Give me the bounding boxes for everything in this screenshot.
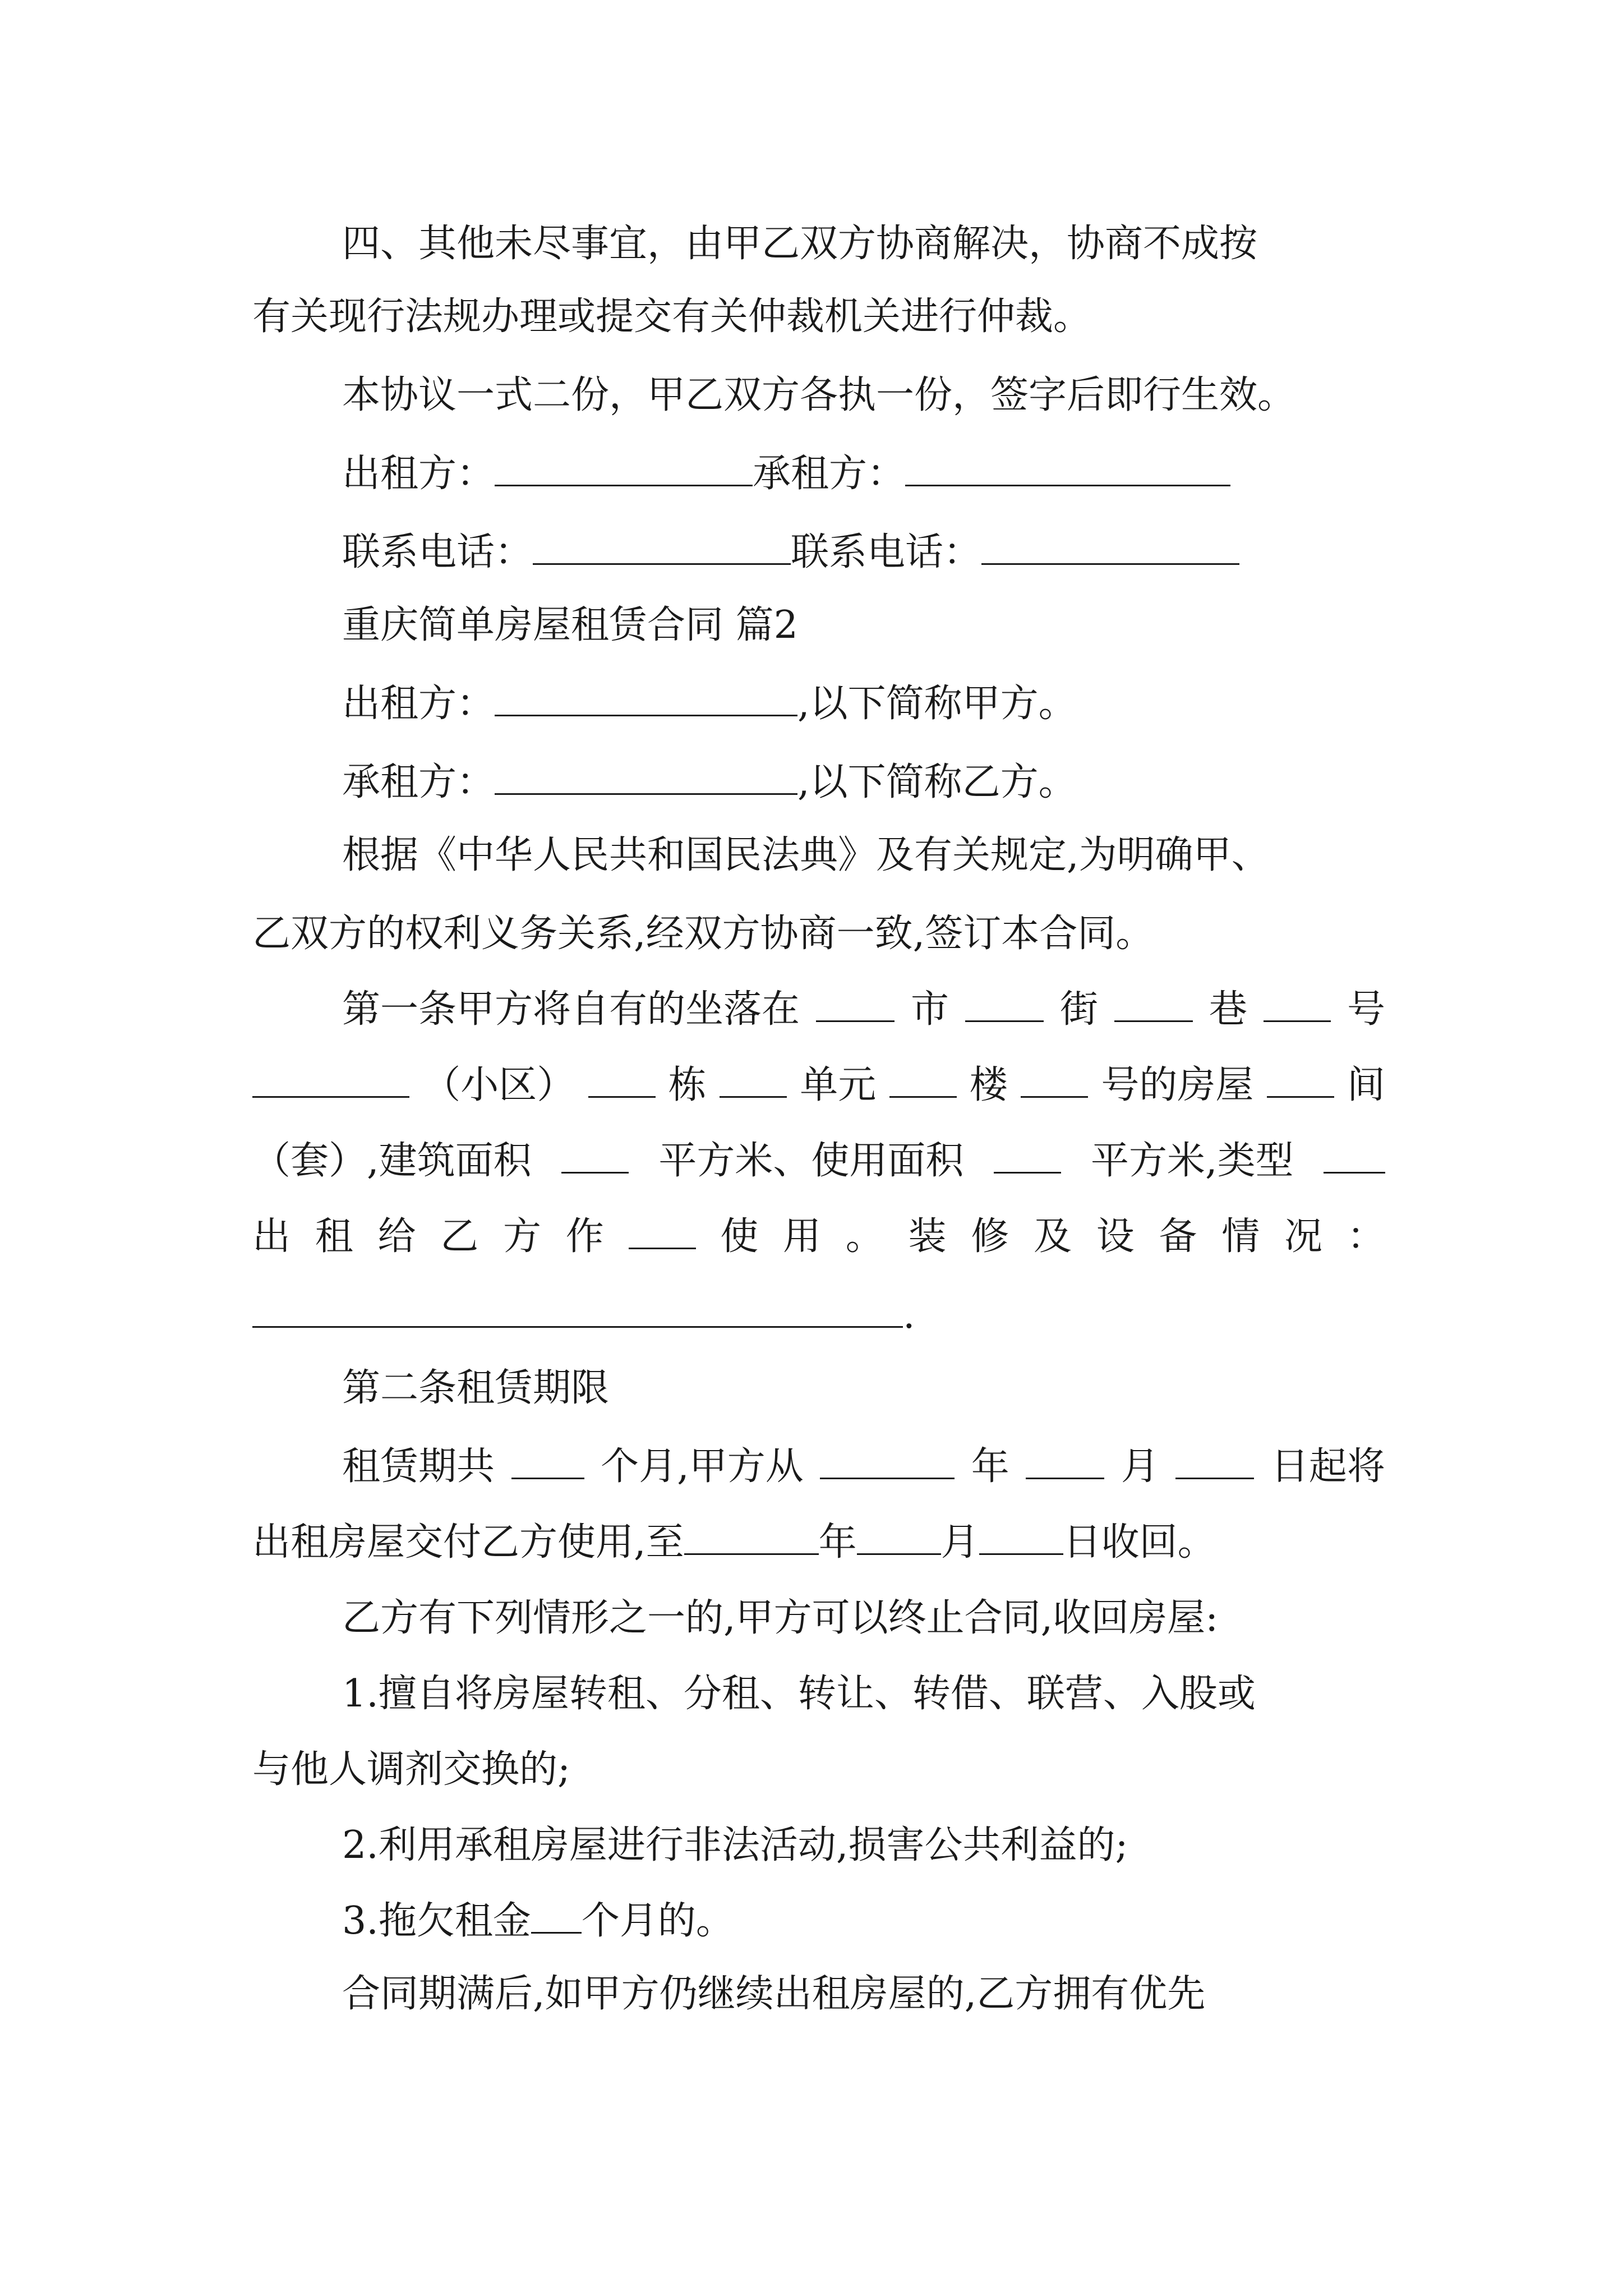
city-blank bbox=[816, 987, 895, 1022]
text-seg: 日收回。 bbox=[1063, 1520, 1216, 1565]
months-blank bbox=[511, 1444, 584, 1479]
text-seg: 号的房屋 bbox=[1101, 1063, 1254, 1107]
text-seg: 街 bbox=[1059, 987, 1098, 1032]
term-line-2 bbox=[252, 1512, 1385, 1573]
lessee-label: 承租方： bbox=[342, 760, 495, 804]
char: 用 bbox=[782, 1214, 821, 1259]
room-number-blank bbox=[1021, 1062, 1088, 1098]
rooms-blank bbox=[1267, 1062, 1334, 1098]
period: . bbox=[903, 1293, 915, 1337]
paragraph-line bbox=[342, 1963, 1385, 2025]
phone-blank-1 bbox=[533, 530, 791, 565]
text: 乙方有下列情形之一的,甲方可以终止合同,收回房屋: bbox=[342, 1596, 1219, 1640]
start-month-blank bbox=[1026, 1444, 1104, 1479]
list-item-continuation bbox=[252, 1739, 1385, 1801]
text-seg: 3.拖欠租金 bbox=[342, 1899, 531, 1943]
text-seg: 第一条甲方将自有的坐落在 bbox=[342, 987, 800, 1032]
text-seg: 日起将 bbox=[1270, 1444, 1385, 1489]
clause-1-line-3 bbox=[252, 1130, 1385, 1192]
text-seg: 间 bbox=[1347, 1063, 1385, 1107]
char: 装 bbox=[908, 1214, 947, 1259]
lessor-label: 出租方： bbox=[342, 452, 495, 496]
text: 1.擅自将房屋转租、分租、转让、转借、联营、入股或 bbox=[342, 1672, 1256, 1716]
signature-line-phones bbox=[342, 522, 1385, 583]
lessor-label: 出租方： bbox=[342, 682, 495, 726]
char: 及 bbox=[1033, 1214, 1072, 1259]
phone-blank-2 bbox=[981, 530, 1239, 565]
clause-heading bbox=[342, 1358, 1385, 1419]
end-month-blank bbox=[857, 1520, 941, 1555]
char: 出 bbox=[252, 1214, 291, 1259]
char: 给 bbox=[377, 1214, 416, 1259]
equipment-blank-line bbox=[252, 1285, 1385, 1346]
list-item bbox=[342, 1890, 1385, 1952]
arrears-months-blank bbox=[531, 1898, 582, 1934]
text-seg: （小区） bbox=[422, 1063, 575, 1107]
text: 乙双方的权利义务关系,经双方协商一致,签订本合同。 bbox=[252, 912, 1154, 956]
party-a-line bbox=[342, 673, 1385, 735]
text-seg: 栋 bbox=[668, 1063, 707, 1107]
text: 2.利用承租房屋进行非法活动,损害公共利益的; bbox=[342, 1823, 1128, 1867]
text: 根据《中华人民共和国民法典》及有关规定,为明确甲、 bbox=[342, 833, 1270, 877]
text-seg: 单元 bbox=[800, 1063, 877, 1107]
heading-text: 第二条租赁期限 bbox=[342, 1366, 610, 1410]
char: 租 bbox=[315, 1214, 353, 1259]
building-area-blank bbox=[561, 1138, 629, 1174]
text-seg: 月 bbox=[1121, 1444, 1159, 1489]
signature-line-parties bbox=[342, 443, 1385, 505]
unit-blank bbox=[720, 1062, 787, 1098]
text-seg: 楼 bbox=[969, 1063, 1008, 1107]
text: 四、其他未尽事宜，由甲乙双方协商解决，协商不成按 bbox=[342, 222, 1258, 266]
floor-blank bbox=[889, 1062, 957, 1098]
usable-area-blank bbox=[994, 1138, 1061, 1174]
char: ： bbox=[1347, 1214, 1385, 1259]
text-seg: 年 bbox=[818, 1520, 857, 1565]
usage-blank bbox=[629, 1214, 696, 1249]
paragraph-line bbox=[342, 213, 1385, 275]
char: 况 bbox=[1284, 1214, 1322, 1259]
text-seg: 市 bbox=[910, 987, 949, 1032]
text-seg: （套）,建筑面积 bbox=[252, 1139, 532, 1183]
char: 情 bbox=[1221, 1214, 1260, 1259]
char: 方 bbox=[503, 1214, 542, 1259]
lessee-blank bbox=[495, 760, 797, 795]
paragraph-line bbox=[342, 825, 1385, 886]
text: 与他人调剂交换的; bbox=[252, 1747, 570, 1792]
party-b-note: ,以下简称乙方。 bbox=[797, 760, 1077, 804]
text-seg: 租赁期共 bbox=[342, 1444, 495, 1489]
end-day-blank bbox=[979, 1520, 1063, 1555]
clause-1-line-2 bbox=[252, 1055, 1385, 1116]
paragraph-line bbox=[342, 1588, 1385, 1649]
char: 作 bbox=[565, 1214, 604, 1259]
end-year-blank bbox=[684, 1520, 819, 1555]
equipment-blank bbox=[252, 1292, 903, 1328]
party-a-note: ,以下简称甲方。 bbox=[797, 682, 1077, 726]
text-seg: 月 bbox=[940, 1520, 979, 1565]
lessee-label: 承租方： bbox=[753, 452, 906, 496]
type-blank bbox=[1324, 1138, 1385, 1174]
char: 备 bbox=[1159, 1214, 1197, 1259]
start-day-blank bbox=[1175, 1444, 1254, 1479]
paragraph-line bbox=[342, 365, 1385, 426]
section-heading bbox=[342, 595, 1385, 656]
lessor-blank bbox=[495, 681, 797, 716]
term-line-1 bbox=[342, 1436, 1385, 1498]
text: 有关现行法规办理或提交有关仲裁机关进行仲裁。 bbox=[252, 295, 1092, 339]
text-seg: 个月的。 bbox=[581, 1899, 734, 1943]
text: 合同期满后,如甲方仍继续出租房屋的,乙方拥有优先 bbox=[342, 1972, 1206, 2016]
text-seg: 号 bbox=[1347, 987, 1385, 1032]
lane-blank bbox=[1114, 987, 1193, 1022]
phone-label-2: 联系电话： bbox=[791, 530, 982, 574]
text-seg: 巷 bbox=[1209, 987, 1247, 1032]
text-seg: 个月,甲方从 bbox=[601, 1444, 804, 1489]
char: 。 bbox=[845, 1214, 884, 1259]
clause-1-line-1 bbox=[342, 979, 1385, 1041]
clause-1-line-4 bbox=[252, 1206, 1385, 1268]
char: 使 bbox=[720, 1214, 759, 1259]
text: 本协议一式二份，甲乙双方各执一份，签字后即行生效。 bbox=[342, 373, 1296, 417]
text-seg: 年 bbox=[971, 1444, 1009, 1489]
phone-label-1: 联系电话： bbox=[342, 530, 533, 574]
community-blank bbox=[252, 1062, 409, 1098]
street-blank bbox=[965, 987, 1044, 1022]
lessor-blank bbox=[495, 451, 753, 486]
paragraph-line bbox=[252, 286, 1385, 348]
number-blank bbox=[1264, 987, 1331, 1022]
char: 乙 bbox=[440, 1214, 479, 1259]
lessee-blank bbox=[905, 451, 1230, 486]
heading-text: 重庆简单房屋租赁合同 篇2 bbox=[342, 603, 798, 647]
building-blank bbox=[588, 1062, 656, 1098]
paragraph-line bbox=[252, 903, 1385, 965]
list-item bbox=[342, 1815, 1385, 1876]
text-seg: 平方米,类型 bbox=[1091, 1139, 1294, 1183]
text-seg: 出租房屋交付乙方使用,至 bbox=[252, 1520, 684, 1565]
text-seg: 平方米、使用面积 bbox=[658, 1139, 964, 1183]
start-year-blank bbox=[820, 1444, 955, 1479]
party-b-line bbox=[342, 752, 1385, 813]
char: 设 bbox=[1096, 1214, 1135, 1259]
char: 修 bbox=[971, 1214, 1009, 1259]
list-item bbox=[342, 1663, 1385, 1725]
